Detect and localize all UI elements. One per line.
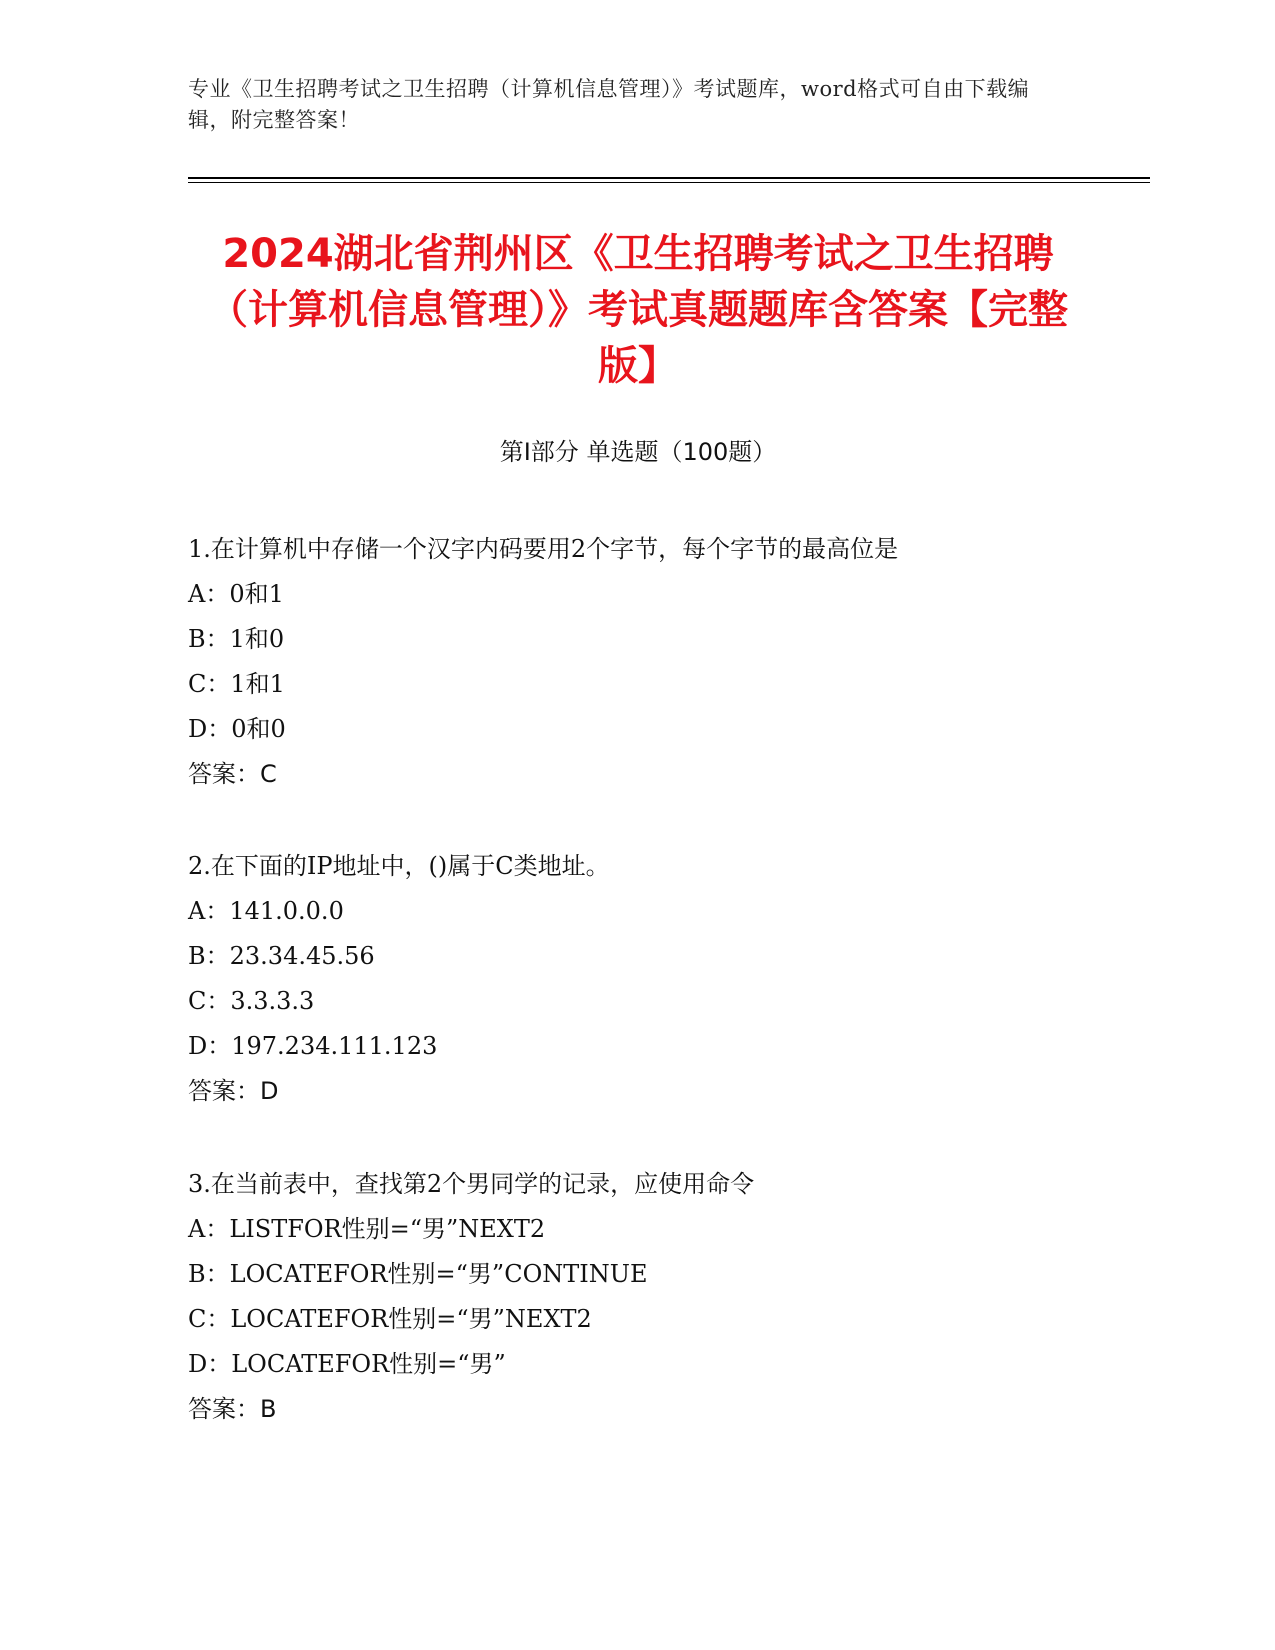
- answer: 答案：B: [188, 1395, 277, 1423]
- option-b: B：23.34.45.56: [188, 942, 375, 970]
- option-c: C：1和1: [188, 670, 285, 698]
- option-d: D：LOCATEFOR性别=“男”: [188, 1350, 506, 1378]
- question-2: [188, 844, 1088, 1114]
- question-stem: 1.在计算机中存储一个汉字内码要用2个字节，每个字节的最高位是: [188, 535, 899, 563]
- header-rule-thick: [188, 177, 1150, 179]
- header-rule-thin: [188, 182, 1150, 183]
- question-stem: 2.在下面的IP地址中，()属于C类地址。: [188, 852, 610, 880]
- option-b: B：1和0: [188, 625, 285, 653]
- option-a: A：LISTFOR性别=“男”NEXT2: [188, 1215, 546, 1243]
- answer: 答案：C: [188, 760, 277, 788]
- option-c: C：LOCATEFOR性别=“男”NEXT2: [188, 1305, 592, 1333]
- question-1: [188, 527, 1088, 797]
- header-note: 专业《卫生招聘考试之卫生招聘（计算机信息管理）》考试题库，word格式可自由下载编辑，附完整答案！: [188, 77, 1030, 132]
- option-b: B：LOCATEFOR性别=“男”CONTINUE: [188, 1260, 648, 1288]
- section-heading: 第Ⅰ部分 单选题（100题）: [499, 438, 777, 466]
- question-stem: 3.在当前表中，查找第2个男同学的记录，应使用命令: [188, 1170, 755, 1198]
- option-a: A：141.0.0.0: [188, 897, 344, 925]
- answer: 答案：D: [188, 1077, 279, 1105]
- option-c: C：3.3.3.3: [188, 987, 315, 1015]
- option-d: D：0和0: [188, 715, 286, 743]
- document-title: 2024湖北省荆州区《卫生招聘考试之卫生招聘（计算机信息管理）》考试真题题库含答案【完整版】: [208, 231, 1068, 389]
- option-a: A：0和1: [188, 580, 284, 608]
- option-d: D：197.234.111.123: [188, 1032, 438, 1060]
- question-3: [188, 1162, 1088, 1432]
